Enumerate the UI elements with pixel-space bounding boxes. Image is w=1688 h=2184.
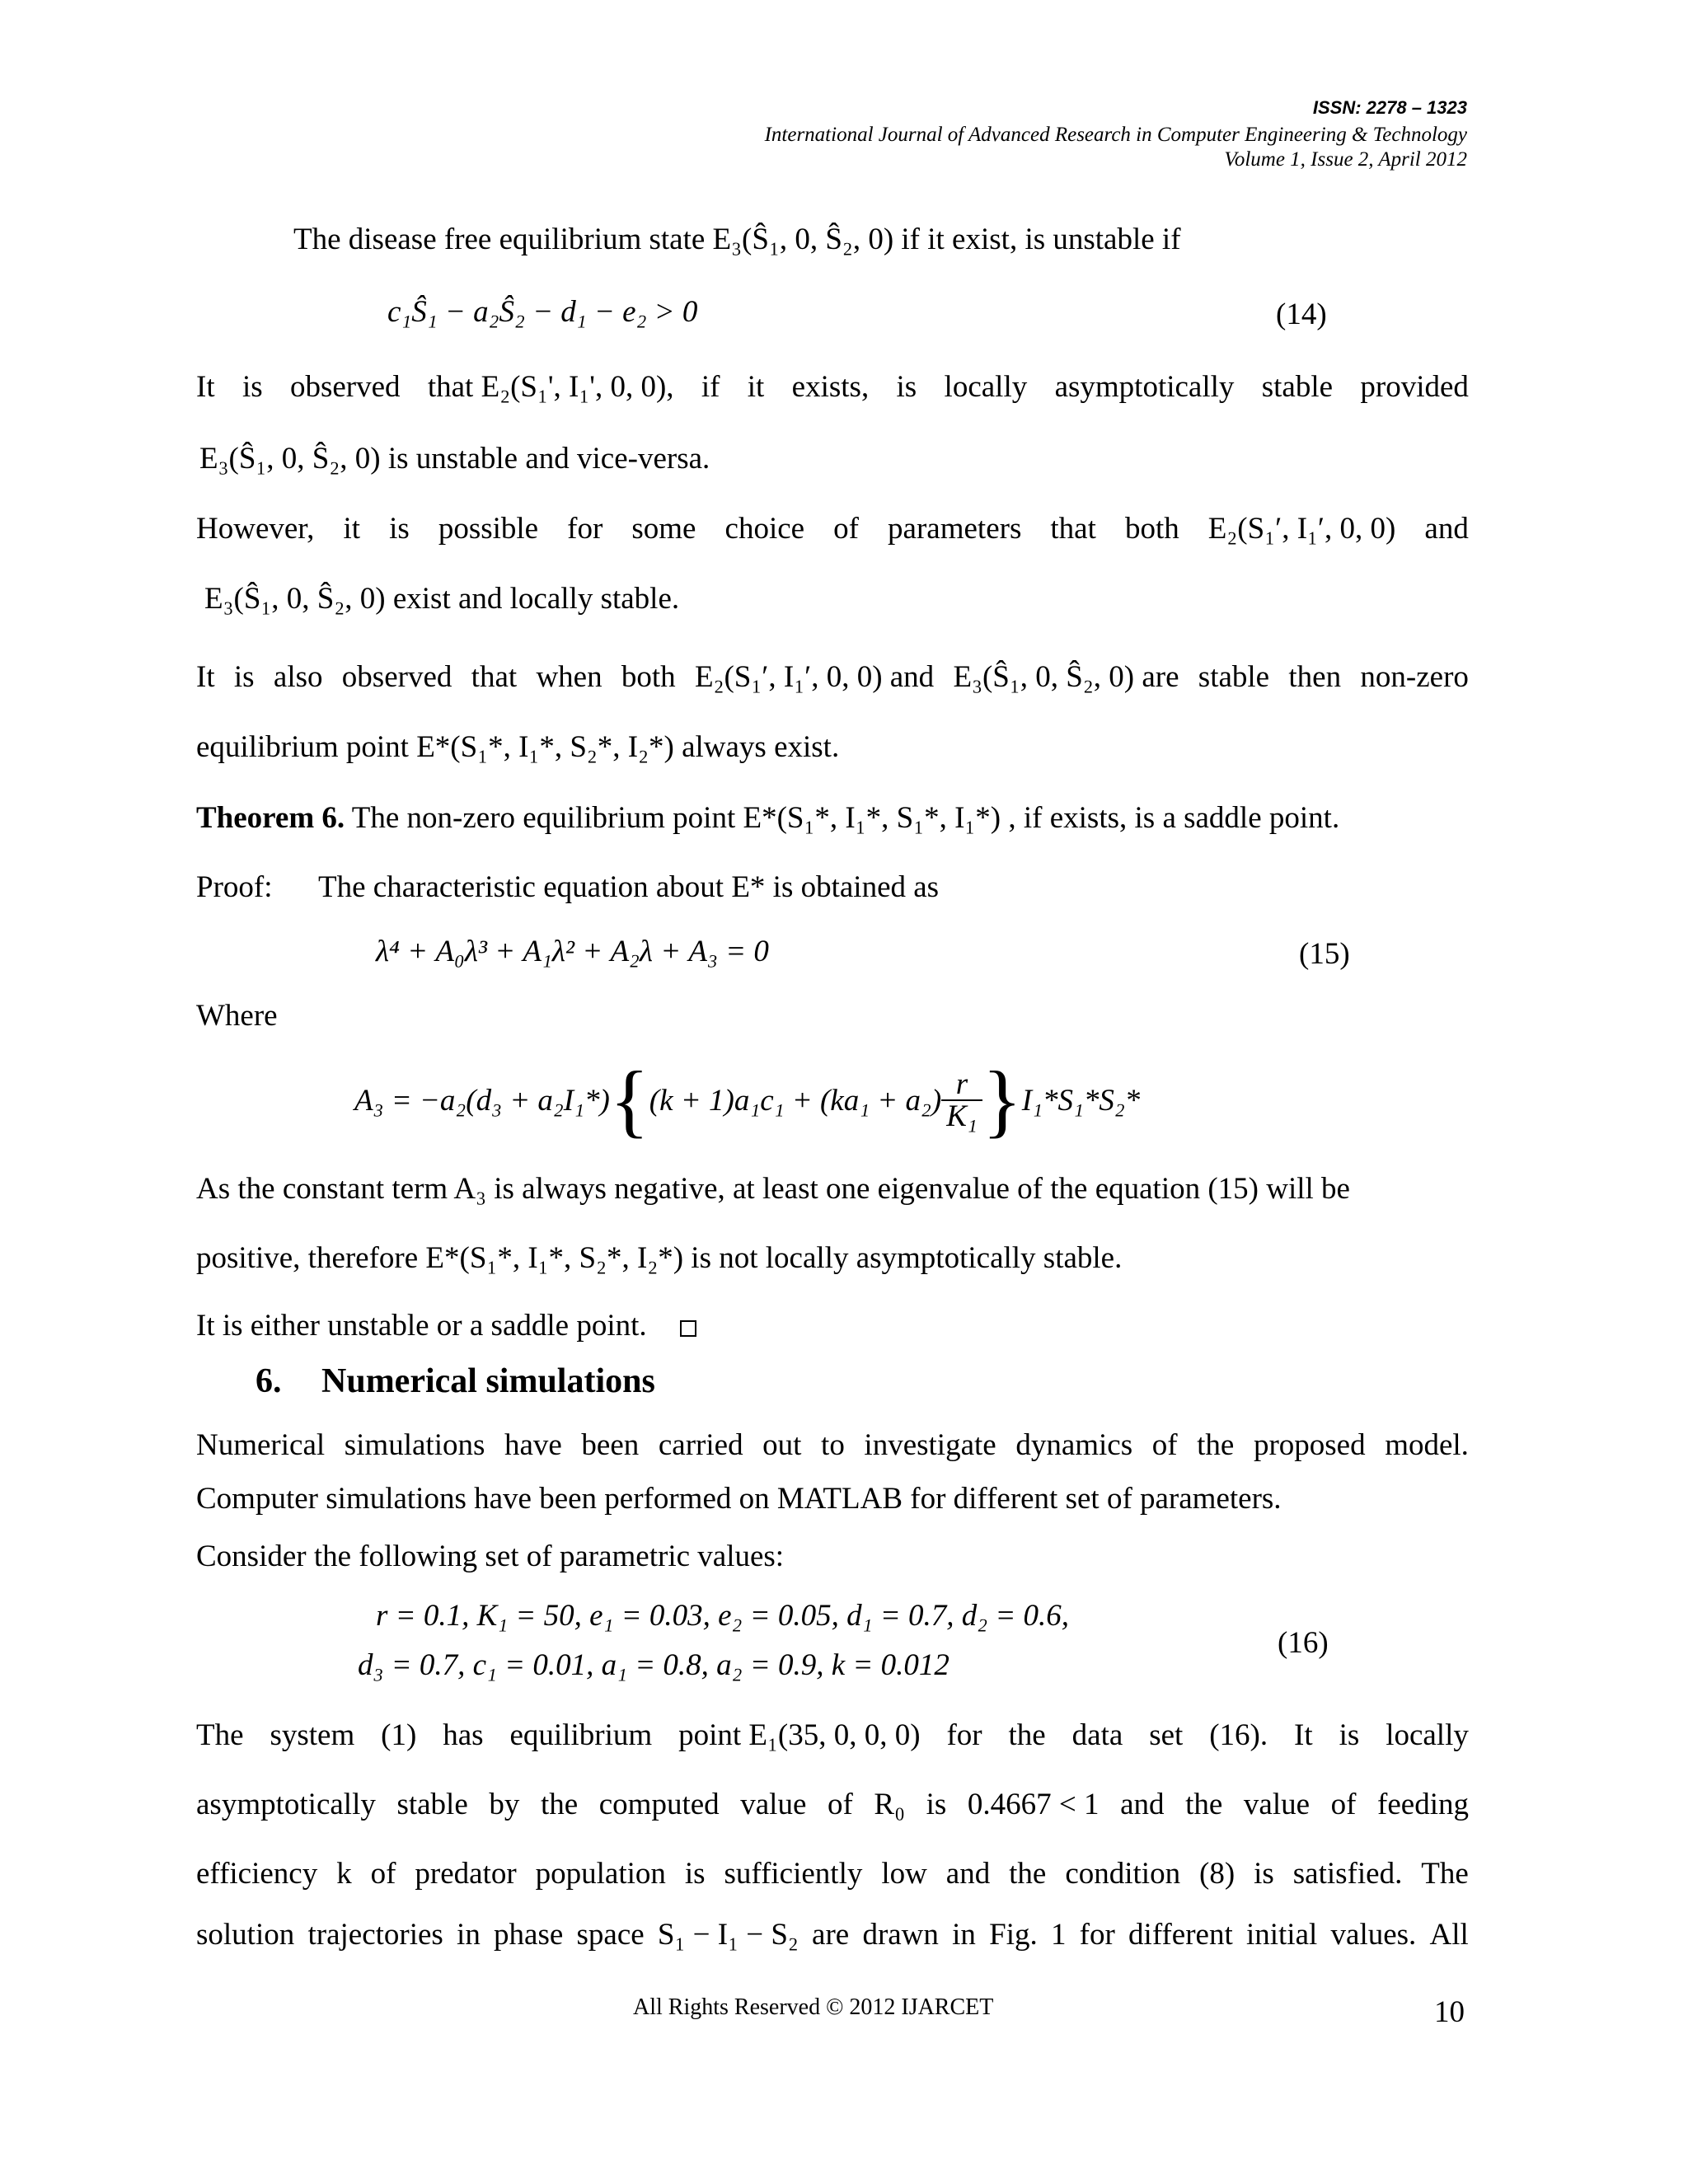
word: space	[576, 1918, 645, 1952]
word: condition	[1065, 1857, 1181, 1891]
word: the	[1009, 1857, 1047, 1891]
word: initial	[1245, 1918, 1318, 1952]
word: locally	[944, 370, 1028, 404]
word: It	[196, 370, 215, 404]
paragraph-disease-free: The disease free equilibrium state E₃(Ŝ₁, 0, Ŝ₂, 0) if it exist, is unstable if	[293, 223, 1181, 256]
word: also	[273, 660, 323, 694]
word: point E₁(35, 0, 0, 0)	[678, 1718, 921, 1752]
word: Fig.	[989, 1918, 1038, 1952]
journal-title: International Journal of Advanced Research in Computer Engineering & Technology	[764, 124, 1467, 146]
word: both	[1124, 512, 1179, 546]
word: of	[827, 1788, 853, 1821]
paragraph-positive-therefore: positive, therefore E*(S₁*, I₁*, S₂*, I₂*) is not locally asymptotically stable.	[196, 1241, 1123, 1275]
word: 0.4667 < 1	[967, 1788, 1100, 1821]
word: the	[1185, 1788, 1223, 1821]
paragraph-system-line2	[196, 1787, 1469, 1822]
word: has	[443, 1718, 484, 1752]
paragraph-also-observed-line2: equilibrium point E*(S₁*, I₁*, S₂*, I₂*) always exist.	[196, 730, 840, 764]
word: model.	[1385, 1428, 1469, 1462]
word: (8)	[1199, 1857, 1236, 1891]
word: that	[471, 660, 518, 694]
word: for	[1079, 1918, 1115, 1952]
word: to	[821, 1428, 845, 1462]
word: is	[926, 1788, 947, 1821]
word: satisfied.	[1292, 1857, 1403, 1891]
word: of	[370, 1857, 396, 1891]
paragraph-system-line1	[196, 1718, 1469, 1753]
word: is	[233, 660, 255, 694]
word: Numerical	[196, 1428, 326, 1462]
word: that	[1050, 512, 1096, 546]
paragraph-consider: Consider the following set of parametric values:	[196, 1540, 785, 1573]
word: simulations	[344, 1428, 485, 1462]
word: The	[196, 1718, 244, 1752]
word: solution	[196, 1918, 295, 1952]
word: the	[1197, 1428, 1235, 1462]
word: sufficiently	[724, 1857, 863, 1891]
right-brace: }	[982, 1054, 1022, 1146]
word: set	[1149, 1718, 1184, 1752]
word: some	[631, 512, 696, 546]
word: system	[270, 1718, 355, 1752]
word: (1)	[381, 1718, 417, 1752]
word: S₁ − I₁ − S₂	[657, 1918, 799, 1952]
word: of	[1151, 1428, 1178, 1462]
word: and	[945, 1857, 991, 1891]
word: non-zero	[1360, 660, 1469, 694]
word: of	[833, 512, 859, 546]
word: efficiency	[196, 1857, 318, 1891]
fraction-denominator: K₁	[946, 1099, 978, 1133]
word: value	[740, 1788, 807, 1821]
paragraph-observed-line1	[196, 369, 1469, 405]
word: stable	[1198, 660, 1270, 694]
word: equilibrium	[509, 1718, 653, 1752]
section-title: Numerical simulations	[321, 1362, 655, 1400]
qed-square-icon	[680, 1320, 696, 1337]
paragraph-also-observed-line1	[196, 659, 1469, 695]
word: possible	[438, 512, 539, 546]
word: E₂(S₁′, I₁′, 0, 0) and	[694, 660, 935, 694]
word: (16).	[1209, 1718, 1268, 1752]
paragraph-numerical-line1	[196, 1427, 1469, 1463]
word: phase	[494, 1918, 564, 1952]
word: and	[1120, 1788, 1165, 1821]
word: It	[196, 660, 215, 694]
word: it	[747, 370, 765, 404]
footer-rights: All Rights Reserved © 2012 IJARCET	[633, 1994, 994, 2020]
paragraph-matlab: Computer simulations have been performed on MATLAB for different set of parameters.	[196, 1482, 1282, 1516]
left-brace: {	[609, 1054, 649, 1146]
word: and	[1424, 512, 1469, 546]
word: However,	[196, 512, 315, 546]
word: 1	[1050, 1918, 1067, 1952]
word: have	[504, 1428, 562, 1462]
paragraph-however-line2: E₃(Ŝ₁, 0, Ŝ₂, 0) exist and locally stable.	[204, 582, 680, 616]
word: is	[896, 370, 917, 404]
word: E₃(Ŝ₁, 0, Ŝ₂, 0) are	[953, 660, 1179, 694]
equation-15-number: (15)	[1299, 937, 1350, 971]
volume-issue: Volume 1, Issue 2, April 2012	[1224, 148, 1467, 171]
issn-header: ISSN: 2278 – 1323	[1312, 97, 1467, 118]
paragraph-system-line3	[196, 1856, 1469, 1891]
paragraph-constant-term: As the constant term A₃ is always negative, at least one eigenvalue of the equation (15) will be	[196, 1172, 1350, 1206]
word: stable	[396, 1788, 468, 1821]
equation-16-line1: r = 0.1, K₁ = 50, e₁ = 0.03, e₂ = 0.05, d₁ = 0.7, d₂ = 0.6,	[376, 1599, 1070, 1633]
word: provided	[1360, 370, 1469, 404]
word: both	[621, 660, 676, 694]
paragraph-observed-line2: E₃(Ŝ₁, 0, Ŝ₂, 0) is unstable and vice-versa.	[199, 442, 710, 476]
word: values.	[1330, 1918, 1417, 1952]
word: All	[1429, 1918, 1469, 1952]
word: if	[701, 370, 720, 404]
word: is	[1339, 1718, 1360, 1752]
word: choice	[724, 512, 805, 546]
word: feeding	[1377, 1788, 1469, 1821]
word: data	[1071, 1718, 1123, 1752]
word: exists,	[791, 370, 870, 404]
word: It	[1294, 1718, 1313, 1752]
word: by	[489, 1788, 520, 1821]
equation-15: λ⁴ + A₀λ³ + A₁λ² + A₂λ + A₃ = 0	[376, 935, 769, 968]
word: proposed	[1253, 1428, 1366, 1462]
word: the	[540, 1788, 579, 1821]
word: it	[343, 512, 360, 546]
paragraph-however-line1	[196, 511, 1469, 546]
theorem-label: Theorem 6.	[196, 801, 345, 835]
word: stable	[1261, 370, 1334, 404]
word: low	[881, 1857, 927, 1891]
word: is	[1254, 1857, 1274, 1891]
word: then	[1288, 660, 1342, 694]
word: locally	[1386, 1718, 1469, 1752]
equation-16-number: (16)	[1278, 1626, 1329, 1660]
word: is	[684, 1857, 706, 1891]
paragraph-saddle-text: It is either unstable or a saddle point.	[196, 1309, 647, 1343]
equation-a3-tail: I₁*S₁*S₂*	[1021, 1083, 1141, 1118]
word: observed	[289, 370, 401, 404]
word: value	[1243, 1788, 1311, 1821]
theorem-6	[196, 803, 1339, 833]
word: for	[946, 1718, 982, 1752]
equation-a3	[354, 1047, 1140, 1154]
paragraph-saddle	[196, 1310, 696, 1341]
fraction-numerator: r	[941, 1069, 982, 1101]
word: trajectories	[307, 1918, 443, 1952]
equation-14: c₁Ŝ₁ − a₂Ŝ₂ − d₁ − e₂ > 0	[387, 295, 698, 329]
word: parameters	[888, 512, 1022, 546]
word: are	[812, 1918, 850, 1952]
word: for	[567, 512, 603, 546]
word: dynamics	[1015, 1428, 1133, 1462]
equation-14-number: (14)	[1276, 298, 1327, 331]
word: in	[952, 1918, 976, 1952]
word: out	[762, 1428, 802, 1462]
fraction-r-over-k1	[941, 1069, 982, 1132]
equation-a3-lhs: A₃ = −a₂(d₃ + a₂I₁*)	[354, 1083, 610, 1118]
paragraph-system-line4	[196, 1917, 1469, 1952]
word: of	[1330, 1788, 1357, 1821]
word: The	[1421, 1857, 1469, 1891]
word: computed	[598, 1788, 720, 1821]
word: different	[1128, 1918, 1233, 1952]
word: E₂(S₁′, I₁′, 0, 0)	[1207, 512, 1396, 546]
equation-16-line2: d₃ = 0.7, c₁ = 0.01, a₁ = 0.8, a₂ = 0.9, k = 0.012	[358, 1648, 950, 1682]
section-number: 6.	[256, 1362, 282, 1400]
theorem-text: The non-zero equilibrium point E*(S₁*, I₁*, S₁*, I₁*) , if exists, is a saddle point.	[351, 801, 1340, 835]
where-label: Where	[196, 999, 278, 1033]
word: is	[241, 370, 263, 404]
word: the	[1008, 1718, 1046, 1752]
equation-a3-middle: (k + 1)a₁c₁ + (ka₁ + a₂)	[649, 1083, 942, 1118]
word: been	[581, 1428, 640, 1462]
word: when	[536, 660, 603, 694]
word: drawn	[862, 1918, 939, 1952]
word: carried	[658, 1428, 743, 1462]
word: that E₂(S₁', I₁', 0, 0),	[427, 370, 674, 404]
word: population	[535, 1857, 666, 1891]
word: asymptotically	[196, 1788, 376, 1821]
word: predator	[415, 1857, 517, 1891]
word: asymptotically	[1054, 370, 1235, 404]
word: k	[336, 1857, 352, 1891]
word: R₀	[874, 1788, 905, 1821]
proof-text: The characteristic equation about E* is obtained as	[318, 870, 940, 904]
proof-label: Proof:	[196, 870, 273, 904]
page-number: 10	[1434, 1995, 1465, 2029]
word: investigate	[864, 1428, 996, 1462]
word: observed	[341, 660, 452, 694]
word: is	[389, 512, 410, 546]
word: in	[457, 1918, 481, 1952]
